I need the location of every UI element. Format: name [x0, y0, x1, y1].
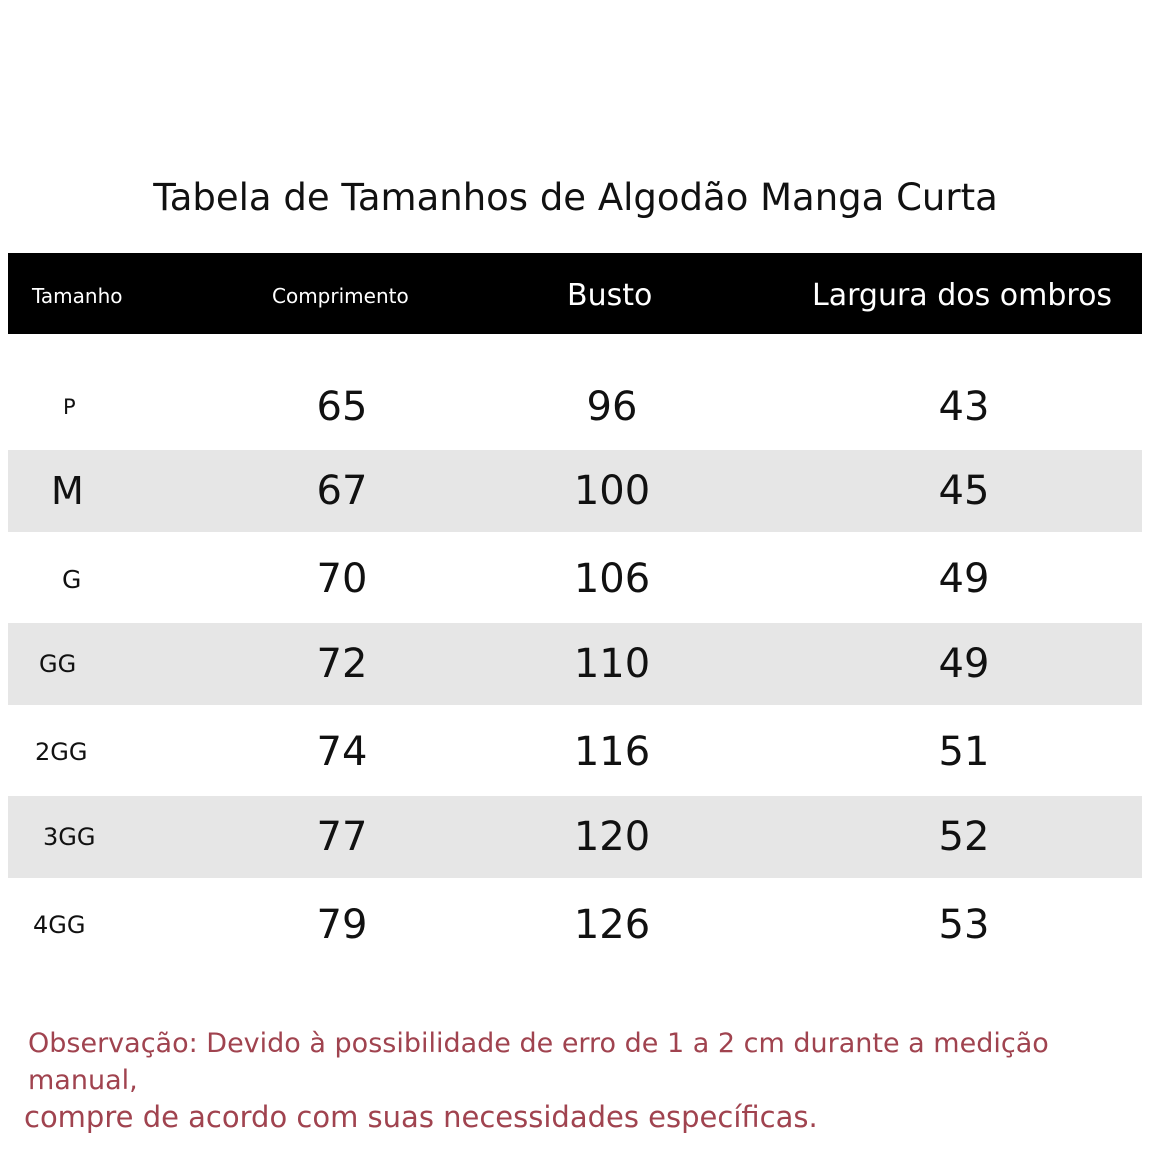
size-cell: 2GG	[35, 738, 88, 766]
table-row	[8, 536, 1142, 622]
table-row	[8, 623, 1142, 705]
length-cell: 70	[316, 556, 368, 602]
header-length: Comprimento	[272, 284, 409, 308]
size-table	[8, 253, 1142, 948]
table-row	[8, 365, 1142, 449]
bust-cell: 96	[586, 384, 638, 430]
table-row	[8, 709, 1142, 795]
table-row	[8, 796, 1142, 878]
bust-cell: 126	[573, 902, 651, 948]
note-line-1: Observação: Devido à possibilidade de erro de 1 a 2 cm durante a medição manual,	[28, 1028, 1049, 1096]
bust-cell: 120	[573, 814, 651, 860]
measurement-note	[24, 1025, 1138, 1136]
note-line-2: compre de acordo com suas necessidades específicas.	[24, 1100, 818, 1134]
shoulder-cell: 53	[938, 902, 990, 948]
size-cell: GG	[39, 650, 77, 678]
length-cell: 74	[316, 729, 368, 775]
table-header	[8, 253, 1142, 334]
header-shoulder-width: Largura dos ombros	[812, 278, 1113, 313]
shoulder-cell: 51	[938, 729, 990, 775]
shoulder-cell: 49	[938, 641, 990, 687]
bust-cell: 100	[573, 468, 651, 514]
size-cell: 4GG	[33, 911, 86, 939]
size-cell: 3GG	[43, 823, 96, 851]
header-size: Tamanho	[32, 284, 123, 308]
shoulder-cell: 52	[938, 814, 990, 860]
size-cell: P	[63, 395, 76, 419]
table-row	[8, 450, 1142, 532]
length-cell: 65	[316, 384, 368, 430]
header-bust: Busto	[567, 278, 653, 313]
shoulder-cell: 45	[938, 468, 990, 514]
length-cell: 79	[316, 902, 368, 948]
shoulder-cell: 43	[938, 384, 990, 430]
page-title: Tabela de Tamanhos de Algodão Manga Curta	[153, 176, 998, 219]
length-cell: 67	[316, 468, 368, 514]
bust-cell: 116	[573, 729, 651, 775]
shoulder-cell: 49	[938, 556, 990, 602]
length-cell: 72	[316, 641, 368, 687]
bust-cell: 110	[573, 641, 651, 687]
table-row	[8, 882, 1142, 968]
bust-cell: 106	[573, 556, 651, 602]
length-cell: 77	[316, 814, 368, 860]
size-cell: M	[51, 469, 84, 513]
size-cell: G	[62, 564, 82, 594]
